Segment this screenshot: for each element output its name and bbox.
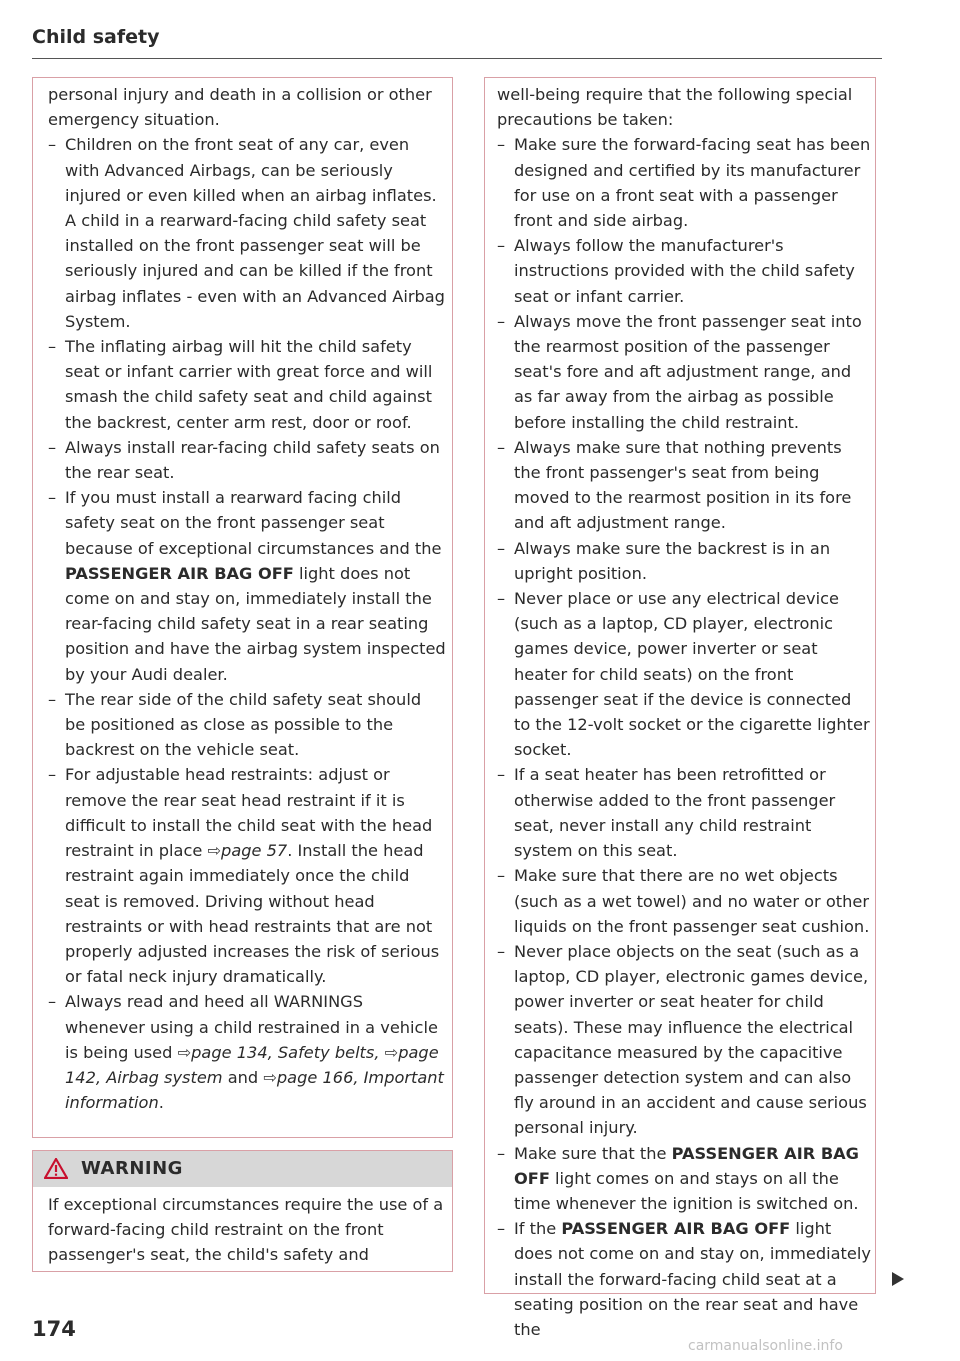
page-ref-arrow-icon: ⇨ xyxy=(384,1042,399,1062)
list-item: – Never place or use any electrical device (such as a laptop, CD player, electronic games device, power inverter or seat heater for child seats) on the front passenger seat if the device is connected to the 12-volt socket or the cigarette lighter socket. xyxy=(497,586,871,762)
right-intro-text: well-being require that the following special precautions be taken: xyxy=(497,85,853,130)
page-number: 174 xyxy=(32,1317,76,1341)
list-item: – Always move the front passenger seat into the rearmost position of the passenger seat's fore and aft adjustment range, and as far away from the airbag as possible before installing the child restraint. xyxy=(497,309,871,435)
list-item: – Make sure the forward-facing seat has been designed and certified by its manufacturer for use on a front seat with a passenger front and side airbag. xyxy=(497,132,871,233)
list-item: – For adjustable head restraints: adjust or remove the rear seat head restraint if it is difficult to install the child seat with the head restraint in place ⇨page 57. Install the head restraint again immediately once the child seat is removed. Driving without head restraints or with head restraints that are not properly adjusted increases the risk of serious or fatal neck injury dramatically. xyxy=(48,762,446,989)
page-ref-arrow-icon: ⇨ xyxy=(207,841,222,861)
list-item: – If a seat heater has been retrofitted or otherwise added to the front passenger seat, never install any child restraint system on this seat. xyxy=(497,762,871,863)
section-title: Child safety xyxy=(32,26,160,48)
list-item: – The inflating airbag will hit the child safety seat or infant carrier with great force and will smash the child safety seat and child against the backrest, center arm rest, door or roof. xyxy=(48,334,446,435)
list-item: – Always make sure the backrest is in an upright position. xyxy=(497,536,871,586)
list-item: – The rear side of the child safety seat should be positioned as close as possible to the backrest on the vehicle seat. xyxy=(48,687,446,763)
list-item: – If the PASSENGER AIR BAG OFF light does not come on and stay on, immediately install the forward-facing child seat at a seating position on the rear seat and have the xyxy=(497,1216,871,1342)
list-item: – Always read and heed all WARNINGS whenever using a child restrained in a vehicle is being used ⇨page 134, Safety belts, ⇨page 142, Airbag system and ⇨page 166, Important information. xyxy=(48,989,446,1115)
page-reference-link[interactable]: page 57 xyxy=(221,841,288,861)
warning-header xyxy=(33,1151,452,1187)
list-item: – If you must install a rearward facing child safety seat on the front passenger seat because of exceptional circumstances and the PASSENGER AIR BAG OFF light does not come on and stay on, immediately install the rear-facing child safety seat in a rear seating position and have the airbag system inspected by your Audi dealer. xyxy=(48,485,446,687)
list-item: – Children on the front seat of any car, even with Advanced Airbags, can be seriously injured or even killed when an airbag inflates. A child in a rearward-facing child safety seat installed on the front passenger seat will be seriously injured and can be killed if the front airbag inflates - even with an Advanced Airbag System. xyxy=(48,132,446,334)
left-bullet-list xyxy=(48,132,446,1115)
indicator-light-name: PASSENGER AIR BAG OFF xyxy=(561,1219,791,1239)
page-ref-arrow-icon: ⇨ xyxy=(263,1067,277,1087)
list-item: – Always make sure that nothing prevents the front passenger's seat from being moved to the rearmost position in its fore and aft adjustment range. xyxy=(497,435,871,536)
page-reference-link[interactable]: page 142, Airbag system xyxy=(65,1042,439,1087)
indicator-light-name: PASSENGER AIR BAG OFF xyxy=(514,1143,859,1188)
right-column xyxy=(497,82,871,1342)
warning-triangle-icon xyxy=(44,1158,68,1179)
warning-text: If exceptional circumstances require the use of a forward-facing child restraint on the front passenger's seat, the child's safety and xyxy=(48,1195,444,1265)
watermark: carmanualsonline.info xyxy=(688,1338,843,1354)
indicator-light-name: PASSENGER AIR BAG OFF xyxy=(65,563,294,583)
warning-label: WARNING xyxy=(81,1158,183,1179)
left-column xyxy=(48,82,446,1115)
list-item: – Make sure that there are no wet objects (such as a wet towel) and no water or other liquids on the front passenger seat cushion. xyxy=(497,863,871,939)
page-header xyxy=(32,22,882,59)
page-reference-link[interactable]: page 134, Safety belts, xyxy=(191,1042,380,1062)
list-item: – Make sure that the PASSENGER AIR BAG OFF light comes on and stays on all the time whenever the ignition is switched on. xyxy=(497,1141,871,1217)
continue-arrow-icon xyxy=(891,1271,905,1287)
right-bullet-list xyxy=(497,132,871,1342)
list-item: – Always follow the manufacturer's instructions provided with the child safety seat or infant carrier. xyxy=(497,233,871,309)
page-ref-arrow-icon: ⇨ xyxy=(177,1042,192,1062)
list-item: – Never place objects on the seat (such as a laptop, CD player, electronic games device, power inverter or seat heater for child seats). These may influence the electrical capacitance measured by the capacitive passenger detection system and can also fly around in an accident and cause serious personal injury. xyxy=(497,939,871,1141)
page-reference-link[interactable]: page 166, Important information xyxy=(65,1067,444,1113)
list-item: – Always install rear-facing child safety seats on the rear seat. xyxy=(48,435,446,485)
left-intro-text: personal injury and death in a collision or other emergency situation. xyxy=(48,85,432,130)
